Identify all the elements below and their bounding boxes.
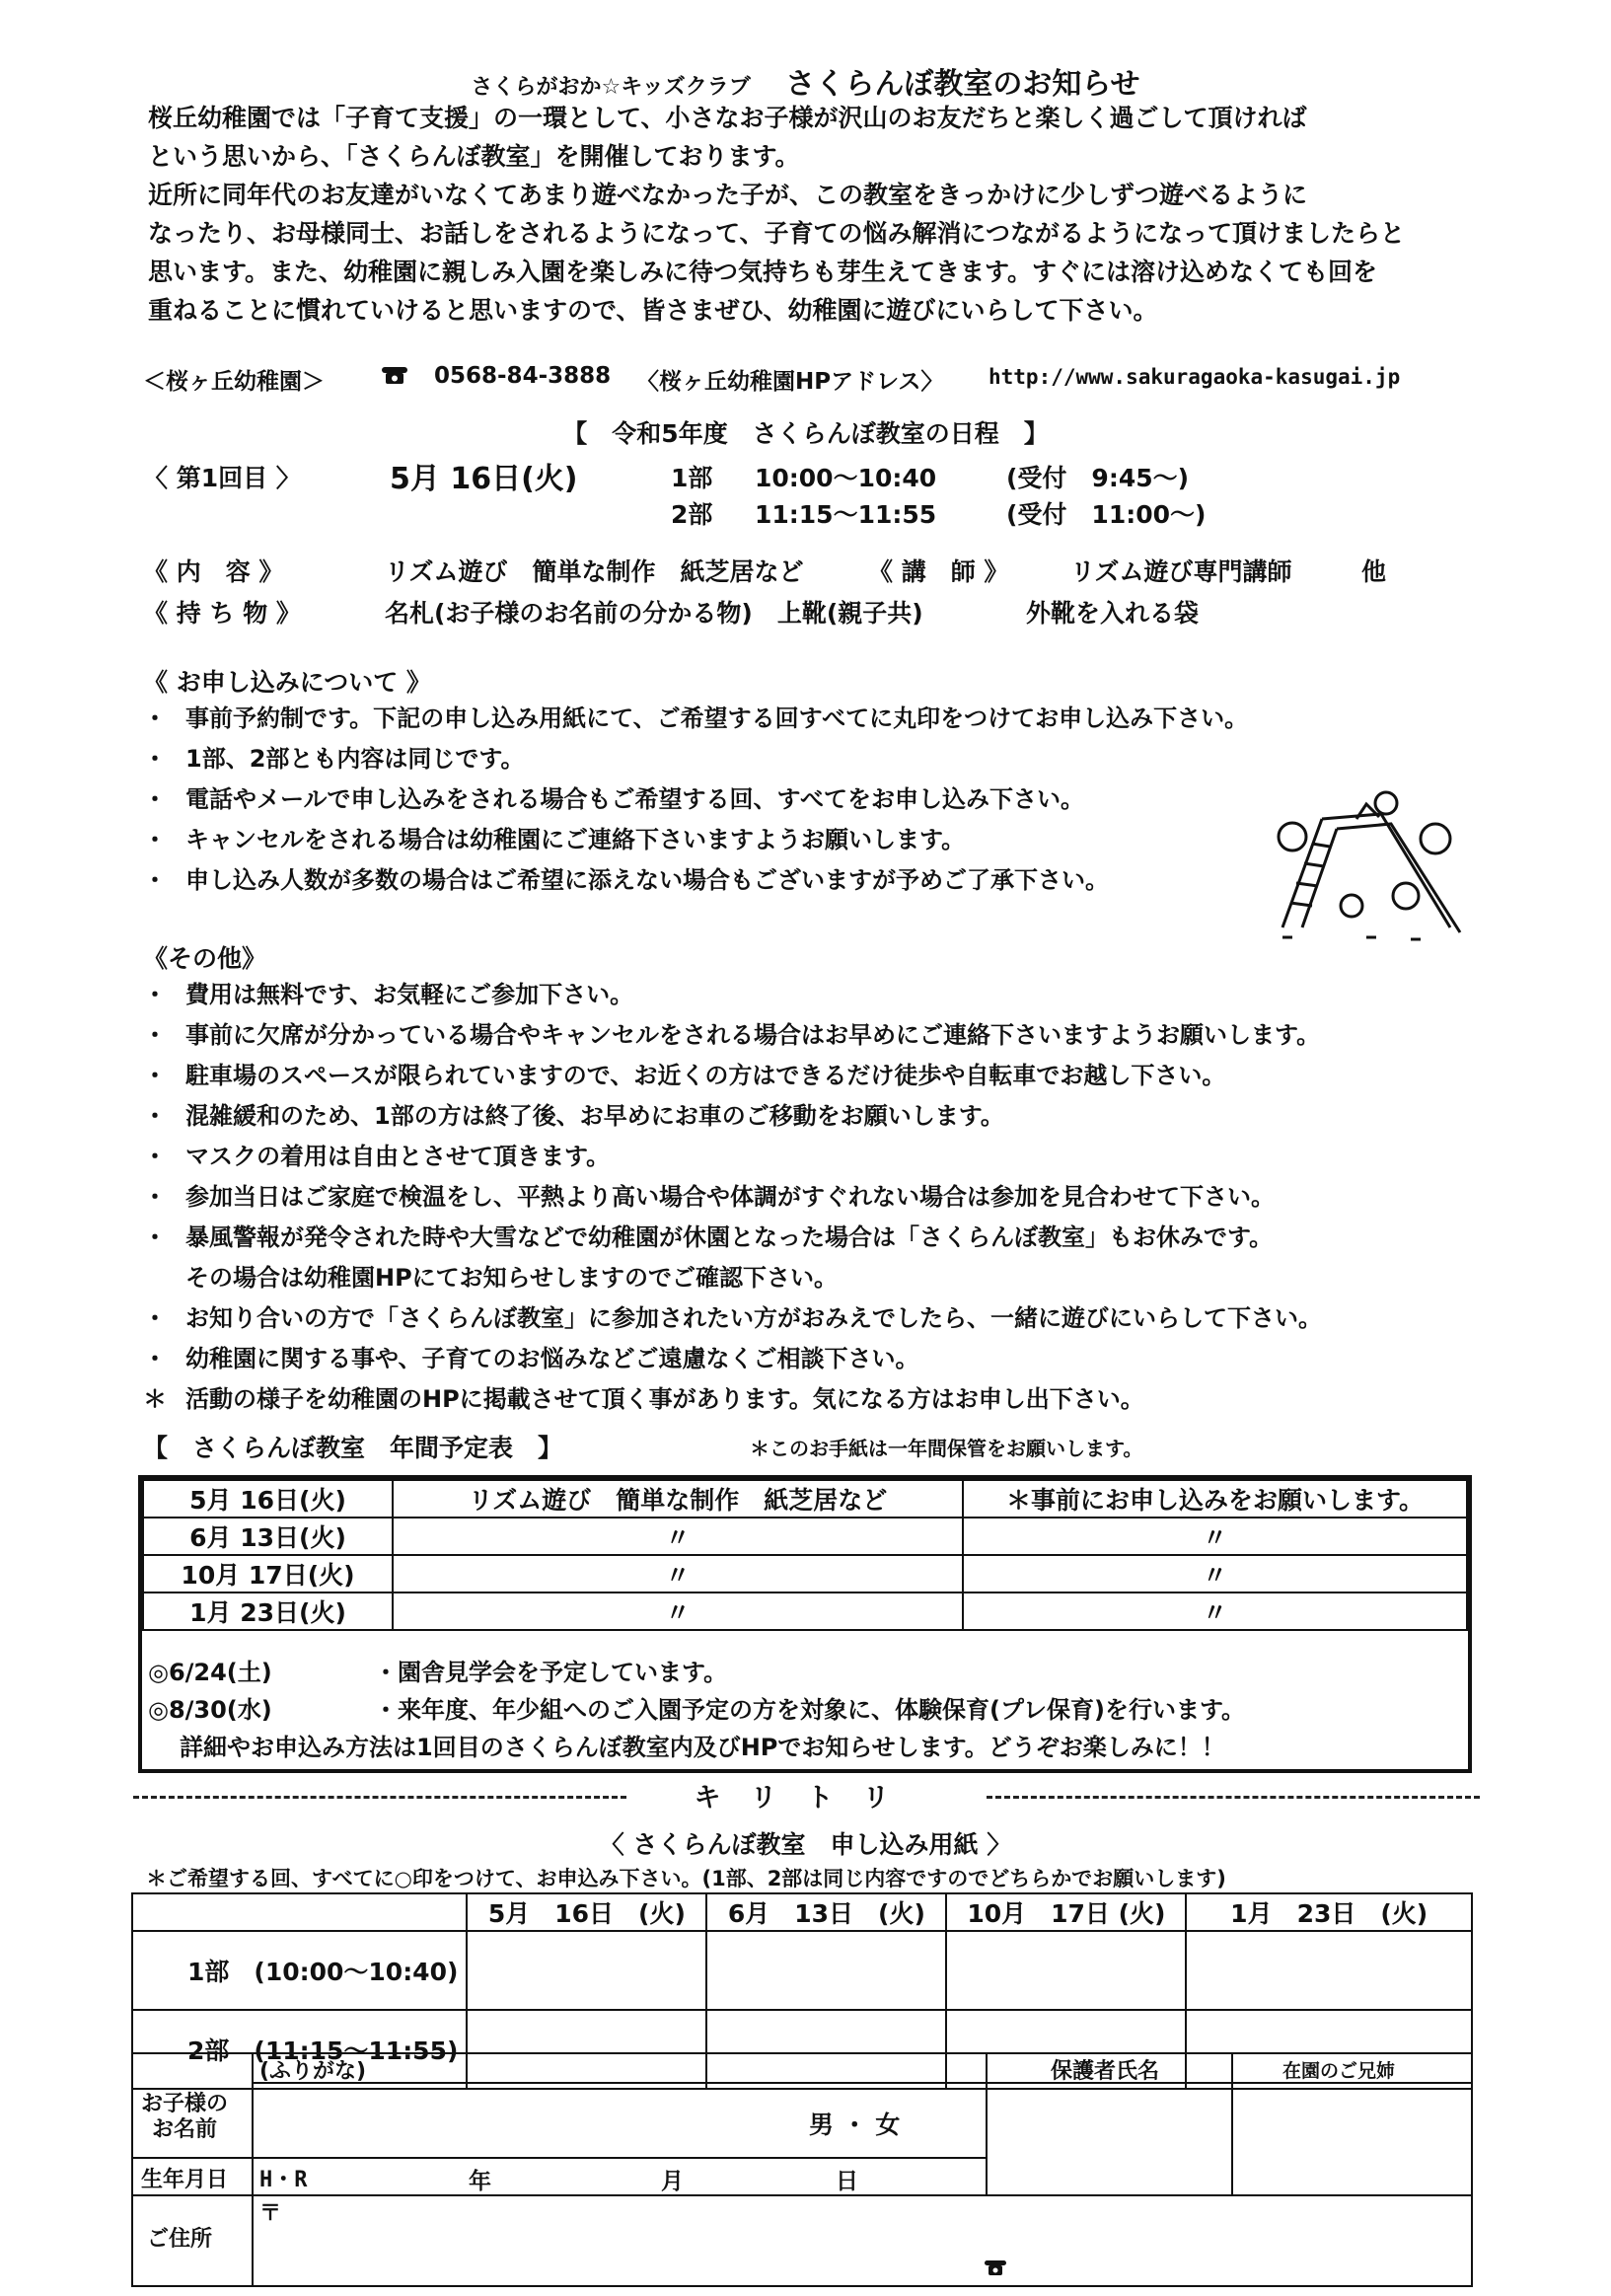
intro-line: 思います。また、幼稚園に親しみ入園を楽しみに待つ気持ちも芽生えてきます。すぐには溶け込めなくても回を (148, 258, 1378, 286)
list-item: ・ 幼稚園に関する事や、子育てのお悩みなどご遠慮なくご相談下さい。 (143, 1345, 919, 1372)
list-item: ・ 駐車場のスペースが限られていますので、お近くの方はできるだけ徒歩や自転車でお越し下さい。 (143, 1062, 1226, 1089)
birth-year-label: 年 (469, 2169, 491, 2194)
form-checkbox-cell[interactable] (467, 1931, 706, 2010)
form-part-label: 2部 (11:15～11:55) (132, 2010, 467, 2089)
birth-month-label: 月 (661, 2169, 684, 2194)
hp-label: 〈桜ヶ丘幼稚園HPアドレス〉 (636, 369, 944, 395)
first-date: 5月 16日(火) (390, 462, 578, 496)
address-label: ご住所 (147, 2227, 213, 2252)
gender-select[interactable]: 男 ・ 女 (809, 2111, 901, 2139)
annual-plan-box (138, 1475, 1472, 1773)
event-date: ◎8/30(水) (148, 1696, 272, 1724)
list-item: ・ お知り合いの方で「さくらんぼ教室」に参加されたい方がおみえでしたら、一緒に遊びにいらして下さい。 (143, 1304, 1322, 1332)
form-checkbox-cell[interactable] (946, 1931, 1186, 2010)
postal-mark: 〒 (259, 2201, 282, 2226)
birth-era-select[interactable]: H・R (259, 2168, 308, 2192)
website-link[interactable]: http://www.sakuragaoka-kasugai.jp (989, 365, 1401, 389)
list-item: ・ 電話やメールで申し込みをされる場合もご希望する回、すべてをお申し込み下さい。 (143, 785, 1085, 813)
event-text: ・園舎見学会を予定しています。 (374, 1659, 728, 1686)
plan-content: リズム遊び 簡単な制作 紙芝居など (393, 1480, 963, 1518)
list-item: ・ 1部、2部とも内容は同じです。 (143, 745, 525, 773)
other-list (143, 975, 1322, 1420)
intro-line: 重ねることに慣れていけると思いますので、皆さまぜひ、幼稚園に遊びにいらして下さい。 (148, 296, 1158, 325)
list-item: ・ 事前に欠席が分かっている場合やキャンセルをされる場合はお早めにご連絡下さいますようお願いします。 (143, 1021, 1321, 1049)
list-item: ・ 参加当日はご家庭で検温をし、平熱より高い場合や体調がすぐれない場合は参加を見合わせて下さい。 (143, 1183, 1275, 1211)
annual-plan-table (142, 1479, 1468, 1631)
part-1-reception: (受付 9:45～) (1006, 464, 1190, 492)
intro-paragraph (148, 99, 1405, 330)
intro-line: なったり、お母様同士、お話しをされるようになって、子育ての悩み解消につながるようになって頂けましたらと (148, 219, 1406, 248)
items-extra: 外靴を入れる袋 (1026, 599, 1200, 628)
apply-heading: 《 お申し込みについて 》 (143, 668, 431, 697)
form-part-label: 1部 (10:00～10:40) (132, 1931, 467, 2010)
part-2-label: 2部 (671, 500, 713, 529)
plan-date: 10月 17日(火) (143, 1555, 393, 1592)
page-title: さくらんぼ教室のお知らせ (785, 67, 1140, 102)
list-item: ・ キャンセルをされる場合は幼稚園にご連絡下さいますようお願いします。 (143, 826, 966, 853)
list-item: ・ 申し込み人数が多数の場合はご希望に添えない場合もございますが予めご了承下さい。 (143, 866, 1109, 894)
club-name: さくらがおか☆キッズクラブ (471, 75, 751, 100)
plan-date: 1月 23日(火) (143, 1592, 393, 1630)
form-date-header: 6月 13日 (火) (706, 1893, 946, 1931)
table-row (143, 1555, 1467, 1592)
birth-day-label: 日 (836, 2169, 858, 2194)
plan-note: 〃 (963, 1555, 1467, 1592)
plan-note: 〃 (963, 1518, 1467, 1555)
list-item-continuation: その場合は幼稚園HPにてお知らせしますのでご確認下さい。 (185, 1264, 838, 1292)
list-item: ・ マスクの着用は自由とさせて頂きます。 (143, 1143, 611, 1170)
plan-content: 〃 (393, 1592, 963, 1630)
guardian-name-field[interactable] (988, 2084, 1229, 2192)
items-label: 《 持 ち 物 》 (143, 599, 301, 628)
form-date-header: 1月 23日 (火) (1186, 1893, 1472, 1931)
annual-title: 【 さくらんぼ教室 年間予定表 】 (143, 1434, 563, 1462)
plan-note: 〃 (963, 1592, 1467, 1630)
items-text: 名札(お子様のお名前の分かる物) 上靴(親子共) (385, 599, 923, 628)
cut-line-label: キリトリ (694, 1783, 919, 1814)
table-row (143, 1592, 1467, 1630)
phone-icon (984, 2258, 1007, 2277)
form-checkbox-cell[interactable] (706, 1931, 946, 2010)
plan-note: ＊事前にお申し込みをお願いします。 (963, 1480, 1467, 1518)
cut-line (133, 1783, 1480, 1814)
content-label: 《 内 容 》 (143, 557, 284, 586)
plan-date: 5月 16日(火) (143, 1480, 393, 1518)
form-checkbox-cell[interactable] (1186, 1931, 1472, 2010)
guardian-label: 保護者氏名 (1051, 2059, 1160, 2084)
intro-line: 桜丘幼稚園では「子育て支援」の一環として、小さなお子様が沢山のお友だちと楽しく過ごして頂ければ (148, 104, 1307, 132)
phone-number: 0568-84-3888 (434, 363, 612, 389)
table-row (132, 1931, 1472, 2010)
school-name: ＜桜ヶ丘幼稚園＞ (143, 369, 325, 395)
apply-list (143, 699, 1248, 901)
furigana-label: (ふりがな) (259, 2059, 367, 2084)
phone-icon (380, 363, 409, 387)
sibling-field[interactable] (1233, 2084, 1470, 2192)
personal-info-box (131, 2052, 1473, 2287)
intro-line: という思いから、「さくらんぼ教室」を開催しております。 (148, 142, 800, 171)
form-date-header: 5月 16日 (火) (467, 1893, 706, 1931)
event-date: ◎6/24(土) (148, 1659, 272, 1686)
list-item: ・ 事前予約制です。下記の申し込み用紙にて、ご希望する回すべてに丸印をつけてお申し込み下さい。 (143, 704, 1249, 732)
plan-content: 〃 (393, 1555, 963, 1592)
form-title: 〈 さくらんぼ教室 申し込み用紙 〉 (599, 1830, 1012, 1859)
birthdate-label: 生年月日 (141, 2168, 229, 2192)
other-heading: 《その他》 (143, 944, 267, 973)
annual-closing: 詳細やお申込み方法は1回目のさくらんぼ教室内及びHPでお知らせします。どうぞお楽しみに！！ (180, 1734, 1225, 1761)
child-name-label: お子様の お名前 (141, 2092, 229, 2142)
form-date-header: 10月 17日 (火) (946, 1893, 1186, 1931)
intro-line: 近所に同年代のお友達がいなくてあまり遊べなかった子が、この教室をきっかけに少しずつ遊べるように (148, 181, 1308, 209)
part-1-time: 10:00～10:40 (755, 464, 937, 492)
list-item: ・ 混雑緩和のため、1部の方は終了後、お早めにお車のご移動をお願いします。 (143, 1102, 1004, 1130)
children-slide-illustration (1263, 789, 1470, 947)
plan-content: 〃 (393, 1518, 963, 1555)
table-row (143, 1480, 1467, 1518)
list-item: ・ 費用は無料です、お気軽にご参加下さい。 (143, 981, 634, 1008)
event-text: ・来年度、年少組へのご入園予定の方を対象に、体験保育(プレ保育)を行います。 (374, 1696, 1246, 1724)
furigana-field[interactable] (254, 2056, 984, 2080)
content-text: リズム遊び 簡単な制作 紙芝居など (385, 557, 804, 586)
part-2-reception: (受付 11:00～) (1006, 500, 1207, 529)
table-row (132, 1893, 1472, 1931)
form-instruction: ＊ご希望する回、すべてに○印をつけて、お申込み下さい。(1部、2部は同じ内容ですのでどちらかでお願いします) (146, 1867, 1226, 1890)
photo-note: ＊ 活動の様子を幼稚園のHPに掲載させて頂く事があります。気になる方はお申し出下さい。 (143, 1385, 1144, 1413)
letter-title (0, 59, 1611, 103)
sibling-label: 在園のご兄姉 (1282, 2060, 1396, 2082)
teacher-text: リズム遊び専門講師 (1070, 557, 1292, 586)
part-1-label: 1部 (671, 464, 713, 492)
schedule-title: 【 令和5年度 さくらんぼ教室の日程 】 (562, 419, 1049, 448)
part-2-time: 11:15～11:55 (755, 500, 937, 529)
table-row (143, 1518, 1467, 1555)
teacher-other: 他 (1361, 557, 1387, 586)
teacher-label: 《 講 師 》 (868, 557, 1009, 586)
round-label: 〈 第1回目 〉 (143, 464, 301, 492)
plan-date: 6月 13日(火) (143, 1518, 393, 1555)
address-field[interactable] (254, 2196, 1467, 2283)
list-item: ・ 暴風警報が発令された時や大雪などで幼稚園が休園となった場合は「さくらんぼ教室」もお休みです。 (143, 1223, 1274, 1251)
keep-note: ＊このお手紙は一年間保管をお願いします。 (750, 1437, 1143, 1460)
